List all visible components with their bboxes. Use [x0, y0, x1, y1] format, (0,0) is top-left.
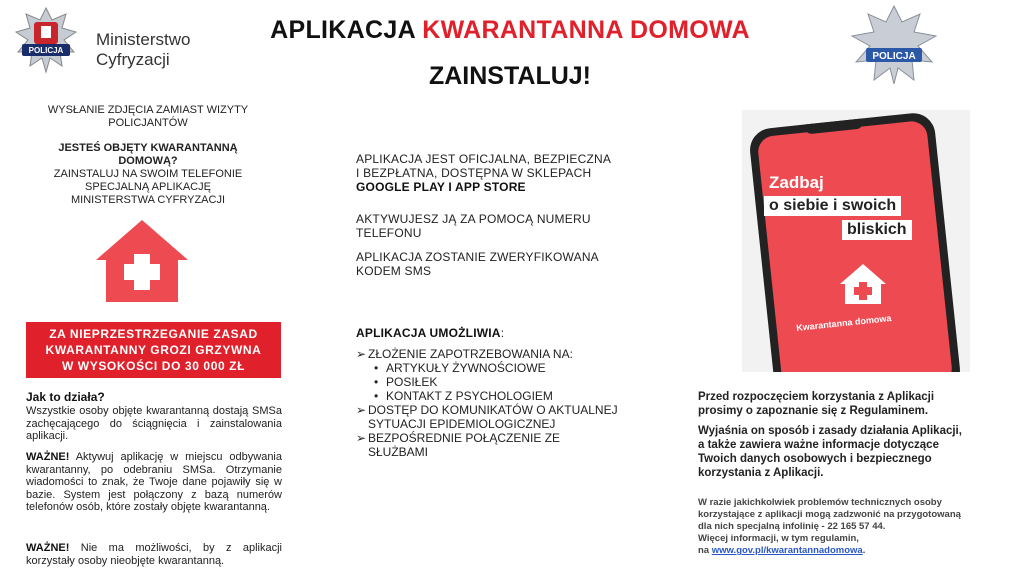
official-line-1: APLIKACJA JEST OFICJALNA, BEZPIECZNA — [356, 152, 612, 166]
ministry-name — [96, 30, 190, 70]
enables-heading-text: APLIKACJA UMOŻLIWIA — [356, 326, 501, 340]
explain-line-2: a także zawiera ważne informacje dotyczące — [698, 439, 939, 451]
explain-line-1: Wyjaśnia on sposób i zasady działania Aplikacji, — [698, 425, 962, 437]
police-logo-left — [12, 6, 80, 78]
support-line-5 — [698, 545, 998, 557]
list-item-text: BEZPOŚREDNIE POŁĄCZENIE ZE — [368, 431, 561, 445]
install-line-3: MINISTERSTWA CYFRYZACJI — [70, 194, 225, 206]
official-app-info — [356, 152, 646, 194]
fine-line-1: ZA NIEPRZESTRZEGANIE ZASAD — [49, 327, 258, 341]
verification-info — [356, 250, 646, 278]
official-line-2: I BEZPŁATNA, DOSTĘPNA W SKLEPACH — [356, 166, 592, 180]
arrow-icon: ➢ — [356, 403, 367, 417]
title-red: KWARANTANNA DOMOWA — [422, 16, 750, 44]
enables-heading — [356, 326, 646, 340]
important-text-2: Nie ma możliwości, by z aplikacji korzystały osoby nieobjęte kwarantanną. — [26, 542, 282, 567]
how-it-works-heading: Jak to działa? — [26, 390, 105, 404]
police-logo-right — [848, 4, 940, 84]
quarantine-question — [28, 142, 268, 207]
list-item — [356, 347, 656, 361]
arrow-icon: ➢ — [356, 347, 367, 361]
page-subtitle: ZAINSTALUJ! — [428, 62, 592, 90]
terms-explanation — [698, 424, 998, 480]
how-it-works-text-3 — [26, 542, 282, 567]
support-line-1: W razie jakichkolwiek problemów technicznych osoby — [698, 497, 942, 508]
phone-caption-1: Zadbaj — [769, 173, 824, 192]
ministry-line-1: Ministerstwo — [96, 30, 191, 49]
how-it-works-text-1: Wszystkie osoby objęte kwarantanną dostają SMSa zachęcającego do ściągnięcia i zainstalowania aplikacji. — [26, 405, 282, 442]
left-line-2: POLICJANTÓW — [108, 117, 188, 129]
install-line-1: ZAINSTALUJ NA SWOIM TELEFONIE — [53, 168, 243, 180]
features-list — [356, 347, 656, 459]
left-line-1: WYSŁANIE ZDJĘCIA ZAMIAST WIZYTY — [47, 104, 249, 116]
phone-image — [742, 110, 970, 372]
fine-line-3: W WYSOKOŚCI DO 30 000 ZŁ — [61, 359, 246, 373]
support-info — [698, 497, 998, 557]
enables-colon: : — [500, 326, 505, 340]
list-item: • KONTAKT Z PSYCHOLOGIEM — [356, 389, 656, 403]
important-label: WAŻNE! — [26, 451, 70, 463]
list-item: SŁUŻBAMI — [368, 445, 429, 459]
activate-line-2: TELEFONU — [356, 226, 422, 240]
explain-line-4: korzystania z Aplikacji. — [698, 467, 824, 479]
phone-caption-3: bliskich — [842, 220, 912, 240]
support-line-2: korzystające z aplikacji mogą zadzwonić na przygotowaną — [698, 509, 961, 520]
ministry-line-2: Cyfryzacji — [96, 50, 170, 69]
explain-line-3: Twoich danych osobowych i bezpiecznego — [698, 453, 932, 465]
support-line-3: dla nich specjalną infolinię - 22 165 57 44. — [698, 521, 886, 532]
fine-warning-box — [26, 322, 281, 378]
fine-line-2: KWARANTANNY GROZI GRZYWNA — [45, 343, 262, 357]
app-name-label: Kwarantanna domowa — [795, 313, 892, 333]
logo-right-text: POLICJA — [872, 51, 916, 62]
logo-left-text: POLICJA — [28, 46, 64, 55]
verify-line-1: APLIKACJA ZOSTANIE ZWERYFIKOWANA — [356, 250, 599, 264]
terms-notice — [698, 390, 998, 418]
list-item: • ARTYKUŁY ŻYWNOŚCIOWE — [356, 361, 656, 375]
gov-website-link[interactable]: www.gov.pl/kwarantannadomowa — [711, 545, 863, 556]
important-label-2: WAŻNE! — [26, 542, 70, 554]
phone-caption-2: o siebie i swoich — [764, 196, 901, 216]
phone-screen — [757, 120, 954, 372]
list-item — [356, 431, 656, 445]
list-item — [356, 403, 656, 417]
verify-line-2: KODEM SMS — [356, 264, 432, 278]
list-item-text: ZŁOŻENIE ZAPOTRZEBOWANIA NA: — [368, 347, 573, 361]
support-line-4: Więcej informacji, w tym regulamin, — [698, 533, 859, 544]
phone-frame — [748, 111, 962, 372]
page-title — [180, 16, 840, 45]
terms-line-1: Przed rozpoczęciem korzystania z Aplikacji — [698, 391, 935, 403]
list-item: • POSIŁEK — [356, 375, 656, 389]
arrow-icon: ➢ — [356, 431, 367, 445]
question-line-1: JESTEŚ OBJĘTY KWARANTANNĄ — [58, 142, 238, 154]
link-prefix: na — [698, 545, 712, 556]
title-black: APLIKACJA — [270, 16, 415, 44]
activation-info — [356, 212, 646, 240]
photo-instead-visit — [28, 104, 268, 130]
how-it-works-text-2 — [26, 451, 282, 514]
question-line-2: DOMOWĄ? — [118, 155, 178, 167]
important-text: Aktywuj aplikację w miejscu odbywania kwarantanny, po odebraniu SMSa. Otrzymanie wiadomości to znak, że Twoje dane pojawiły się w bazie. System jest połączony z bazą numerów telefonów osób, które zostały objęte kwarantanną. — [26, 451, 282, 513]
stores-text: GOOGLE PLAY I APP STORE — [356, 180, 526, 194]
terms-line-2: prosimy o zapoznanie się z Regulaminem. — [698, 405, 929, 417]
house-cross-icon — [92, 216, 192, 306]
app-house-icon — [838, 262, 888, 306]
list-item: SYTUACJI EPIDEMIOLOGICZNEJ — [368, 417, 556, 431]
activate-line-1: AKTYWUJESZ JĄ ZA POMOCĄ NUMERU — [356, 212, 591, 226]
link-suffix: . — [862, 545, 866, 556]
list-item-text: DOSTĘP DO KOMUNIKATÓW O AKTUALNEJ — [368, 403, 618, 417]
install-line-2: SPECJALNĄ APLIKACJĘ — [85, 181, 211, 193]
